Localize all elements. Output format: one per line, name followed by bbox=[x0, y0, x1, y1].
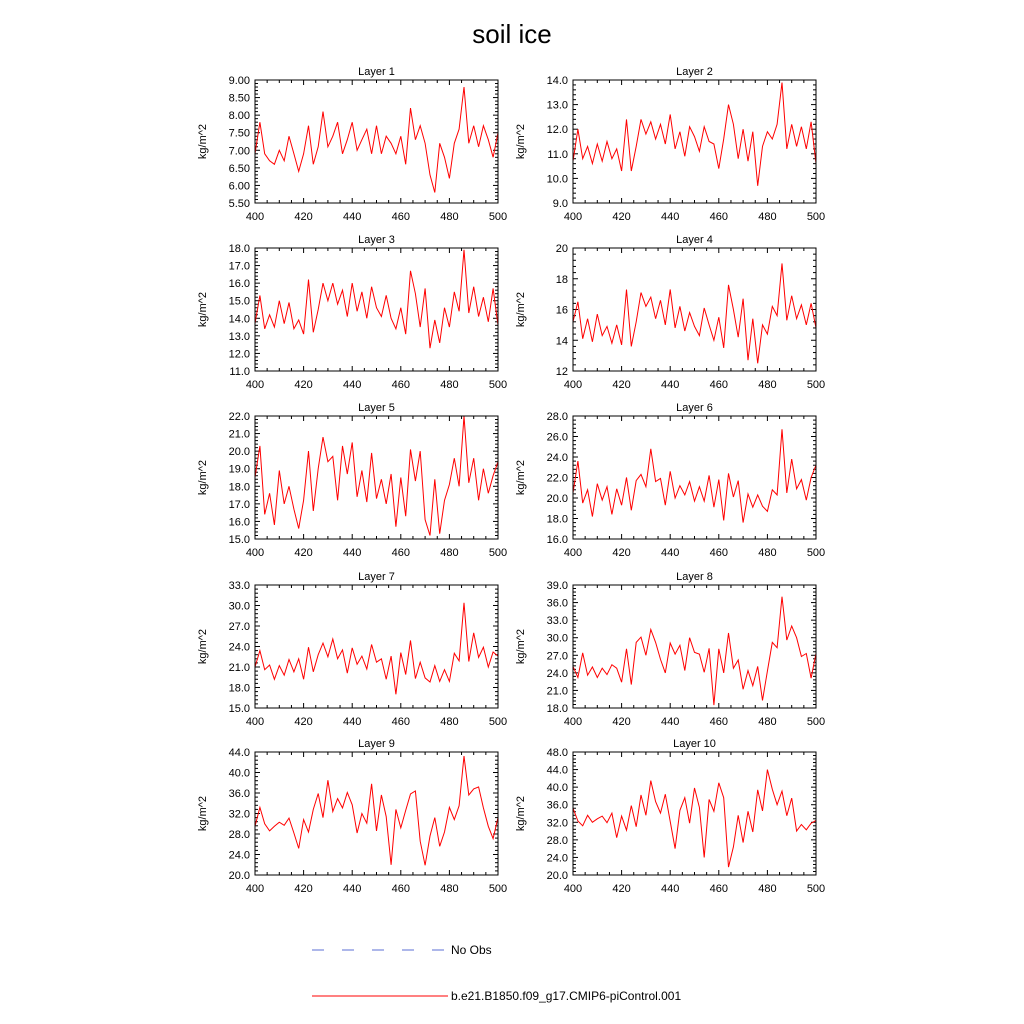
y-tick-label: 7.50 bbox=[228, 127, 250, 140]
y-axis-label: kg/m^2 bbox=[515, 628, 527, 665]
y-axis-label: kg/m^2 bbox=[515, 123, 527, 160]
y-tick-label: 16.0 bbox=[228, 278, 250, 291]
x-tick-label: 480 bbox=[440, 379, 459, 391]
y-tick-label: 18.0 bbox=[546, 703, 568, 715]
plot-frame bbox=[573, 248, 816, 371]
x-tick-label: 420 bbox=[612, 211, 631, 223]
x-tick-label: 480 bbox=[440, 883, 459, 895]
y-tick-label: 5.50 bbox=[228, 198, 250, 210]
y-tick-label: 28.0 bbox=[546, 834, 568, 847]
y-axis-label: kg/m^2 bbox=[197, 123, 209, 160]
x-tick-label: 460 bbox=[709, 883, 728, 895]
y-tick-label: 22.0 bbox=[546, 472, 568, 485]
series-line bbox=[255, 756, 498, 865]
x-tick-label: 440 bbox=[661, 547, 680, 559]
chart-title: soil ice bbox=[472, 19, 552, 49]
panel-layer-8 bbox=[515, 571, 825, 728]
x-tick-label: 440 bbox=[343, 547, 362, 559]
y-tick-label: 36.0 bbox=[546, 597, 568, 610]
plot-frame bbox=[255, 80, 498, 203]
y-tick-label: 12.0 bbox=[546, 124, 568, 137]
y-tick-label: 40.0 bbox=[546, 782, 568, 795]
x-tick-label: 420 bbox=[294, 379, 313, 391]
x-tick-label: 420 bbox=[612, 379, 631, 391]
x-tick-label: 480 bbox=[440, 716, 459, 728]
panel-title: Layer 6 bbox=[676, 402, 713, 414]
y-tick-label: 14 bbox=[555, 335, 568, 348]
y-tick-label: 36.0 bbox=[228, 788, 250, 800]
series-line bbox=[573, 263, 816, 363]
y-tick-label: 16.0 bbox=[228, 516, 250, 529]
x-tick-label: 420 bbox=[294, 547, 313, 559]
y-tick-label: 32.0 bbox=[546, 817, 568, 830]
y-tick-label: 36.0 bbox=[546, 799, 568, 812]
y-tick-label: 16.0 bbox=[546, 534, 568, 546]
x-tick-label: 460 bbox=[709, 547, 728, 559]
y-axis-label: kg/m^2 bbox=[515, 459, 527, 496]
x-tick-label: 460 bbox=[391, 883, 410, 895]
series-line bbox=[255, 603, 498, 695]
y-tick-label: 20.0 bbox=[546, 870, 568, 882]
y-tick-label: 24.0 bbox=[546, 452, 568, 464]
x-tick-label: 440 bbox=[661, 211, 680, 223]
y-tick-label: 18.0 bbox=[546, 513, 568, 526]
y-tick-label: 48.0 bbox=[546, 747, 568, 759]
y-tick-label: 24.0 bbox=[546, 852, 568, 865]
y-axis-label: kg/m^2 bbox=[515, 795, 527, 832]
x-tick-label: 420 bbox=[612, 547, 631, 559]
y-tick-label: 10.0 bbox=[546, 173, 568, 186]
x-tick-label: 480 bbox=[758, 379, 777, 391]
x-tick-label: 420 bbox=[294, 716, 313, 728]
y-tick-label: 27.0 bbox=[546, 650, 568, 663]
panel-title: Layer 10 bbox=[673, 738, 716, 750]
x-tick-label: 480 bbox=[758, 211, 777, 223]
series-line bbox=[573, 770, 816, 868]
plot-frame bbox=[573, 585, 816, 708]
x-tick-label: 480 bbox=[758, 883, 777, 895]
x-tick-label: 500 bbox=[488, 547, 508, 559]
y-tick-label: 9.0 bbox=[552, 198, 568, 210]
panels bbox=[197, 66, 825, 895]
y-tick-label: 20.0 bbox=[228, 870, 250, 882]
y-tick-label: 12.0 bbox=[228, 348, 250, 361]
x-tick-label: 420 bbox=[294, 211, 313, 223]
y-tick-label: 32.0 bbox=[228, 808, 250, 821]
x-tick-label: 460 bbox=[391, 211, 410, 223]
y-tick-label: 28.0 bbox=[546, 411, 568, 423]
y-tick-label: 19.0 bbox=[228, 463, 250, 476]
y-axis-label: kg/m^2 bbox=[197, 795, 209, 832]
y-tick-label: 44.0 bbox=[228, 747, 250, 759]
y-tick-label: 33.0 bbox=[228, 580, 250, 592]
plot-frame bbox=[573, 416, 816, 539]
plot-frame bbox=[255, 416, 498, 539]
panel-layer-7 bbox=[197, 571, 507, 728]
x-tick-label: 480 bbox=[440, 211, 459, 223]
panel-title: Layer 4 bbox=[676, 234, 713, 246]
y-tick-label: 15.0 bbox=[228, 534, 250, 546]
panel-title: Layer 7 bbox=[358, 571, 395, 583]
x-tick-label: 440 bbox=[343, 716, 362, 728]
y-tick-label: 20 bbox=[555, 243, 568, 255]
y-tick-label: 30.0 bbox=[228, 600, 250, 613]
x-tick-label: 500 bbox=[806, 211, 826, 223]
y-tick-label: 21.0 bbox=[228, 662, 250, 674]
x-tick-label: 440 bbox=[343, 211, 362, 223]
y-axis-label: kg/m^2 bbox=[197, 459, 209, 496]
x-tick-label: 500 bbox=[806, 547, 826, 559]
x-tick-label: 500 bbox=[806, 716, 826, 728]
panel-title: Layer 1 bbox=[358, 66, 395, 78]
plot-frame bbox=[255, 752, 498, 875]
x-tick-label: 480 bbox=[440, 547, 459, 559]
series-line bbox=[255, 87, 498, 193]
y-tick-label: 24.0 bbox=[228, 849, 250, 862]
y-tick-label: 24.0 bbox=[228, 641, 250, 654]
plot-frame bbox=[255, 248, 498, 371]
x-tick-label: 400 bbox=[245, 547, 265, 559]
series-line bbox=[573, 83, 816, 186]
y-tick-label: 17.0 bbox=[228, 498, 250, 511]
y-tick-label: 15.0 bbox=[228, 295, 250, 308]
series-line bbox=[573, 597, 816, 705]
x-tick-label: 400 bbox=[563, 883, 583, 895]
series-line bbox=[255, 250, 498, 348]
y-tick-label: 8.00 bbox=[228, 110, 250, 123]
x-tick-label: 440 bbox=[661, 883, 680, 895]
panel-layer-9 bbox=[197, 738, 507, 895]
x-tick-label: 460 bbox=[709, 716, 728, 728]
panel-layer-10 bbox=[515, 738, 825, 895]
y-tick-label: 40.0 bbox=[228, 767, 250, 780]
y-tick-label: 20.0 bbox=[546, 493, 568, 505]
series-line bbox=[573, 429, 816, 522]
y-tick-label: 30.0 bbox=[546, 632, 568, 645]
panel-title: Layer 5 bbox=[358, 402, 395, 414]
x-tick-label: 400 bbox=[245, 716, 265, 728]
x-tick-label: 400 bbox=[245, 883, 265, 895]
plot-frame bbox=[573, 752, 816, 875]
x-tick-label: 440 bbox=[343, 379, 362, 391]
panel-layer-4 bbox=[515, 234, 825, 391]
y-tick-label: 16 bbox=[555, 304, 568, 317]
x-tick-label: 420 bbox=[612, 716, 631, 728]
y-tick-label: 18 bbox=[555, 273, 568, 286]
legend-label-model: b.e21.B1850.f09_g17.CMIP6-piControl.001 bbox=[451, 989, 682, 1003]
y-tick-label: 33.0 bbox=[546, 615, 568, 628]
panel-layer-6 bbox=[515, 402, 825, 559]
x-tick-label: 460 bbox=[391, 716, 410, 728]
panel-title: Layer 3 bbox=[358, 234, 395, 246]
x-tick-label: 400 bbox=[563, 716, 583, 728]
y-tick-label: 12 bbox=[555, 366, 568, 378]
x-tick-label: 400 bbox=[245, 379, 265, 391]
plot-frame bbox=[573, 80, 816, 203]
y-tick-label: 18.0 bbox=[228, 682, 250, 695]
panel-layer-1 bbox=[197, 66, 507, 223]
y-tick-label: 8.50 bbox=[228, 92, 250, 105]
x-tick-label: 500 bbox=[806, 379, 826, 391]
x-tick-label: 500 bbox=[488, 211, 508, 223]
legend-label-no-obs: No Obs bbox=[451, 943, 492, 957]
y-tick-label: 7.00 bbox=[228, 145, 250, 158]
x-tick-label: 440 bbox=[661, 379, 680, 391]
x-tick-label: 420 bbox=[612, 883, 631, 895]
panel-layer-3 bbox=[197, 234, 507, 391]
x-tick-label: 400 bbox=[563, 379, 583, 391]
x-tick-label: 500 bbox=[488, 883, 508, 895]
y-tick-label: 17.0 bbox=[228, 260, 250, 273]
y-tick-label: 24.0 bbox=[546, 667, 568, 680]
y-tick-label: 21.0 bbox=[228, 428, 250, 441]
y-tick-label: 11.0 bbox=[547, 148, 568, 161]
x-tick-label: 400 bbox=[563, 211, 583, 223]
y-tick-label: 28.0 bbox=[228, 829, 250, 841]
legend bbox=[312, 943, 681, 1003]
y-tick-label: 13.0 bbox=[228, 330, 250, 343]
panel-layer-5 bbox=[197, 402, 507, 559]
y-tick-label: 39.0 bbox=[546, 580, 568, 592]
y-axis-label: kg/m^2 bbox=[515, 291, 527, 328]
y-tick-label: 20.0 bbox=[228, 446, 250, 459]
series-line bbox=[255, 416, 498, 536]
y-tick-label: 15.0 bbox=[228, 703, 250, 715]
x-tick-label: 480 bbox=[758, 716, 777, 728]
x-tick-label: 460 bbox=[391, 379, 410, 391]
y-tick-label: 18.0 bbox=[228, 481, 250, 494]
x-tick-label: 480 bbox=[758, 547, 777, 559]
y-tick-label: 11.0 bbox=[229, 366, 250, 378]
y-axis-label: kg/m^2 bbox=[197, 628, 209, 665]
y-axis-label: kg/m^2 bbox=[197, 291, 209, 328]
x-tick-label: 440 bbox=[343, 883, 362, 895]
x-tick-label: 460 bbox=[709, 379, 728, 391]
panel-title: Layer 2 bbox=[676, 66, 713, 78]
y-tick-label: 14.0 bbox=[546, 75, 568, 87]
y-tick-label: 6.00 bbox=[228, 180, 250, 193]
x-tick-label: 400 bbox=[563, 547, 583, 559]
y-tick-label: 14.0 bbox=[228, 313, 250, 326]
x-tick-label: 440 bbox=[661, 716, 680, 728]
x-tick-label: 400 bbox=[245, 211, 265, 223]
x-tick-label: 500 bbox=[488, 716, 508, 728]
y-tick-label: 13.0 bbox=[546, 99, 568, 112]
panel-title: Layer 9 bbox=[358, 738, 395, 750]
y-tick-label: 27.0 bbox=[228, 621, 250, 633]
y-tick-label: 44.0 bbox=[546, 764, 568, 777]
y-tick-label: 26.0 bbox=[546, 431, 568, 444]
y-tick-label: 18.0 bbox=[228, 243, 250, 255]
panel-title: Layer 8 bbox=[676, 571, 713, 583]
y-tick-label: 21.0 bbox=[546, 685, 568, 698]
x-tick-label: 460 bbox=[391, 547, 410, 559]
x-tick-label: 500 bbox=[488, 379, 508, 391]
x-tick-label: 420 bbox=[294, 883, 313, 895]
panel-layer-2 bbox=[515, 66, 825, 223]
y-tick-label: 9.00 bbox=[228, 75, 250, 87]
y-tick-label: 6.50 bbox=[228, 162, 250, 175]
plot-frame bbox=[255, 585, 498, 708]
x-tick-label: 460 bbox=[709, 211, 728, 223]
x-tick-label: 500 bbox=[806, 883, 826, 895]
y-tick-label: 22.0 bbox=[228, 411, 250, 423]
